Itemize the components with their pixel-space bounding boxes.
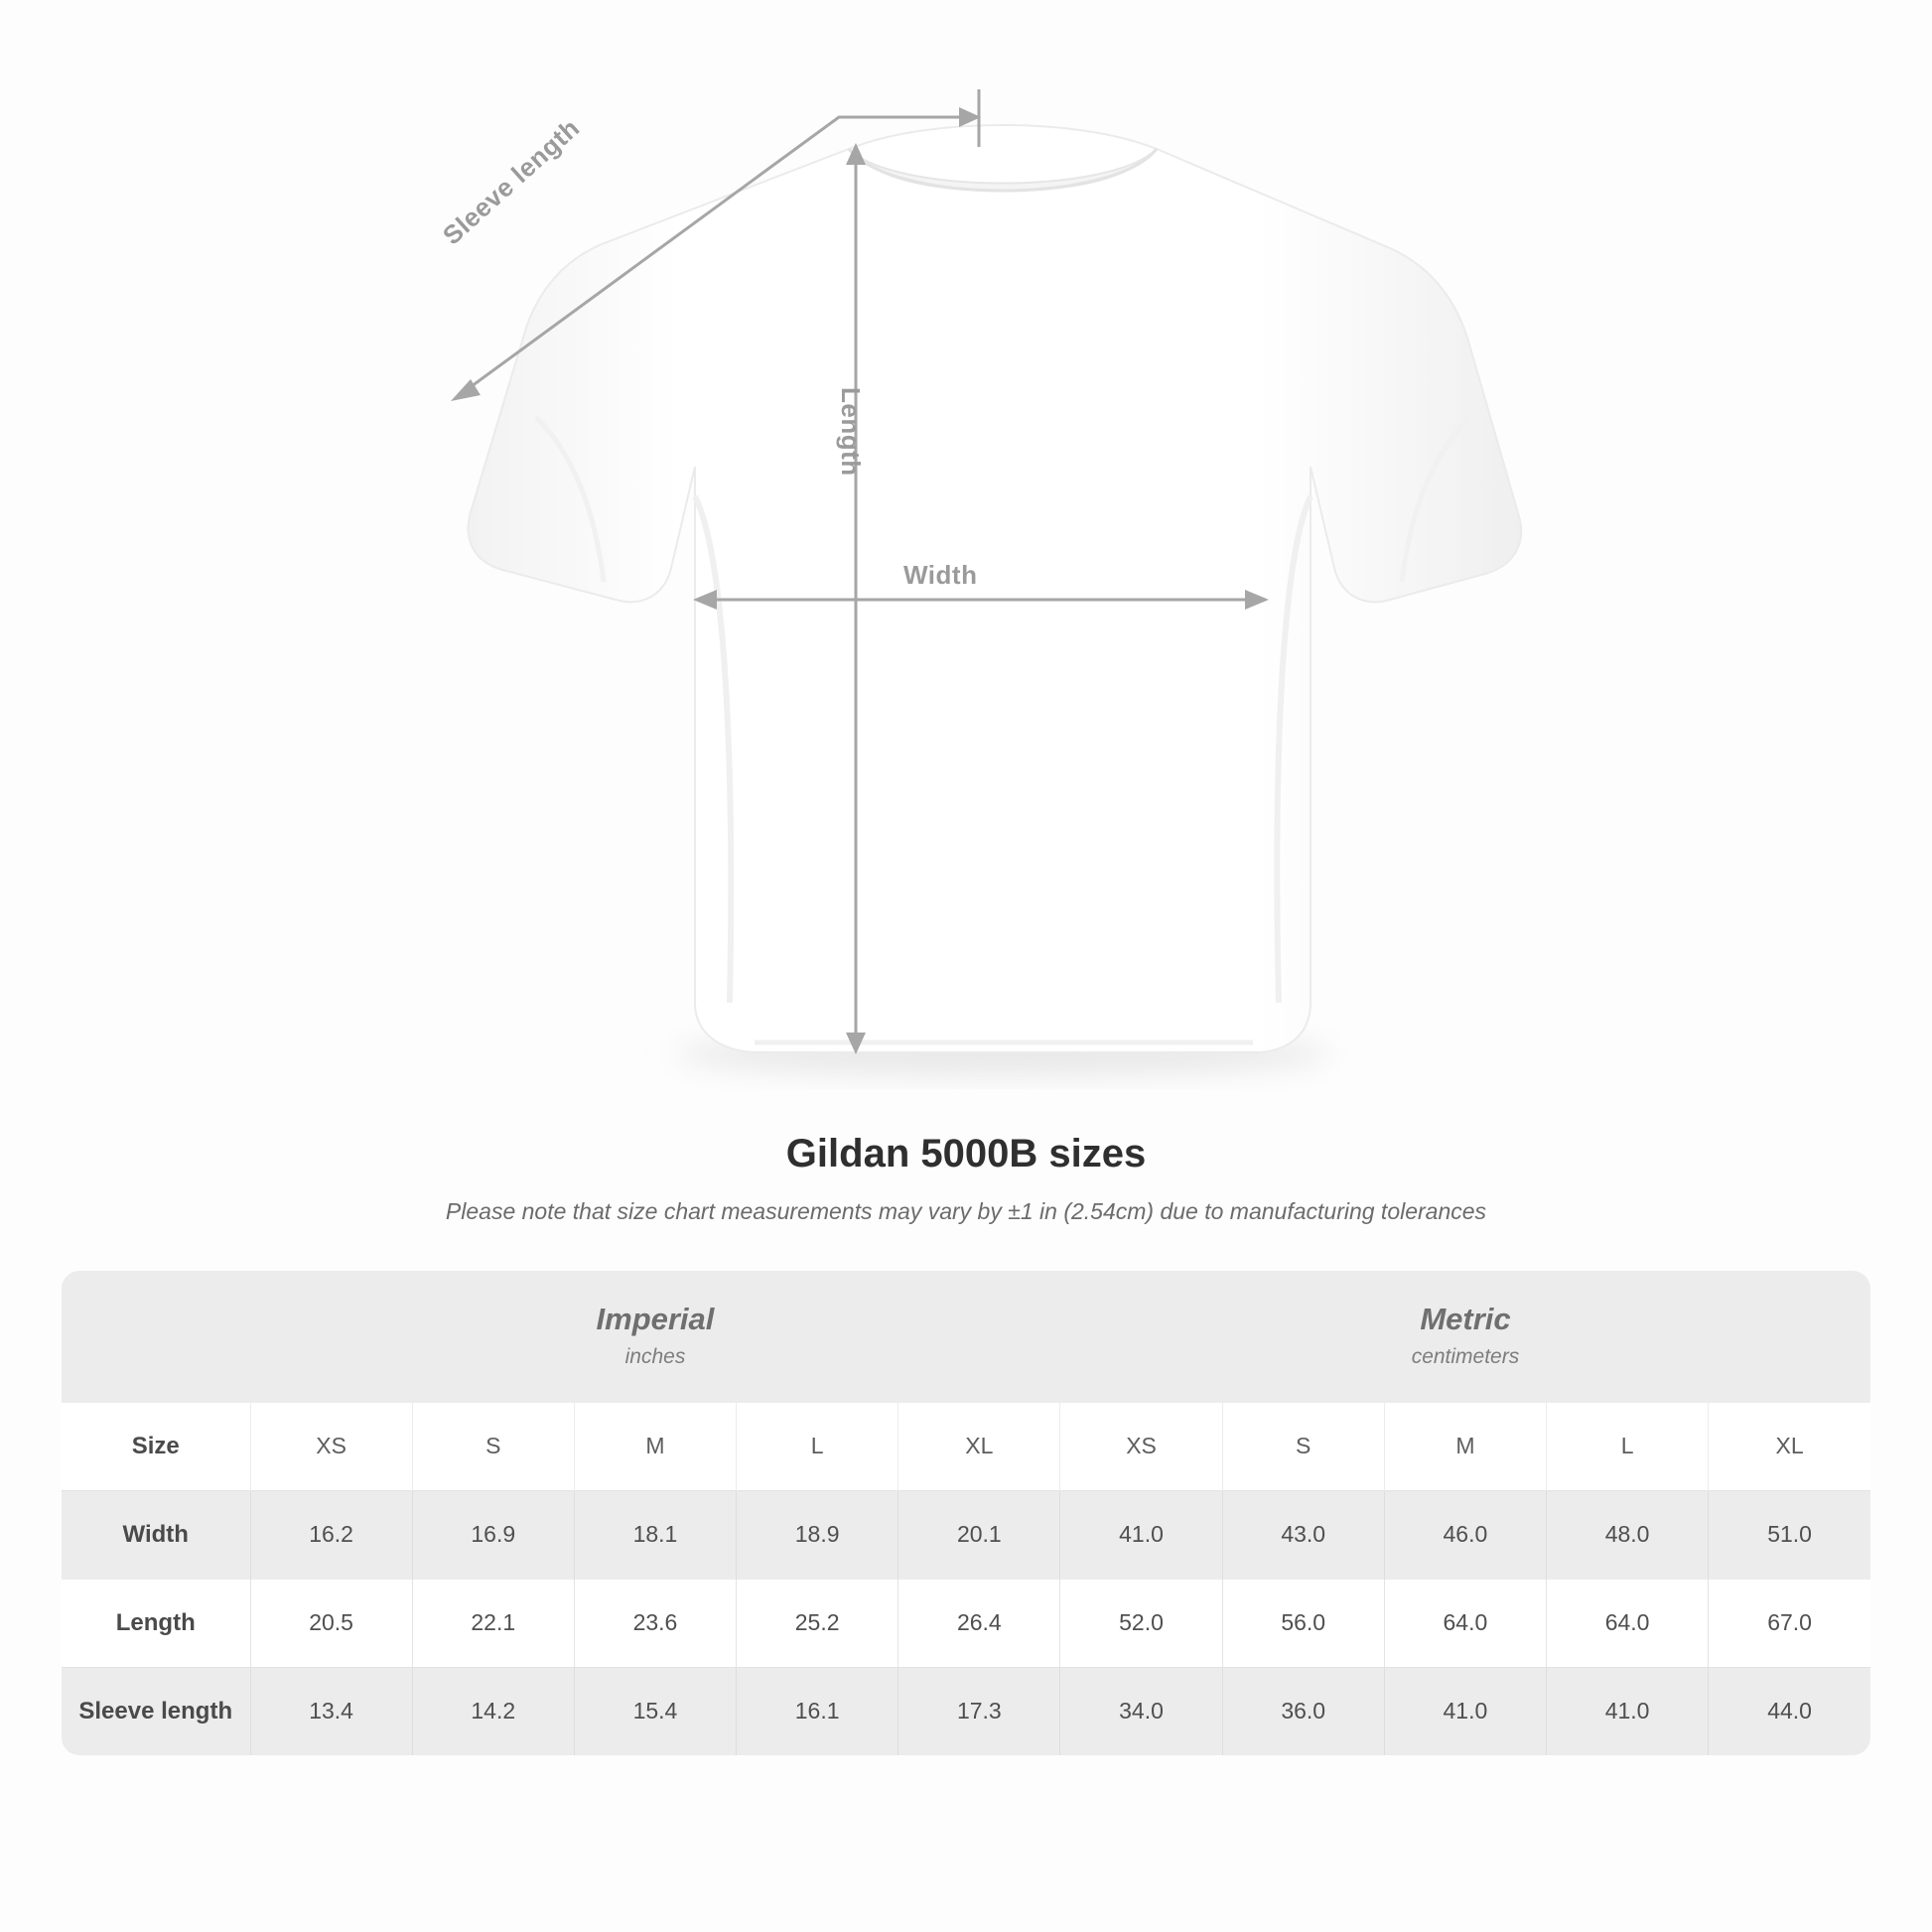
row-label-length: Length — [62, 1579, 250, 1667]
size-header-metric-s: S — [1222, 1403, 1384, 1491]
sleeve-metric-xs: 34.0 — [1060, 1667, 1222, 1755]
title-block — [0, 1132, 1932, 1225]
table-row-sleeve-length — [62, 1667, 1870, 1755]
tolerance-note: Please note that size chart measurements may vary by ±1 in (2.54cm) due to manufacturing tolerances — [445, 1198, 1487, 1224]
sleeve-metric-s: 36.0 — [1222, 1667, 1384, 1755]
sleeve-imperial-s: 14.2 — [412, 1667, 574, 1755]
width-metric-m: 46.0 — [1384, 1490, 1546, 1579]
length-imperial-l: 25.2 — [737, 1579, 898, 1667]
length-imperial-xs: 20.5 — [250, 1579, 412, 1667]
sleeve-imperial-m: 15.4 — [574, 1667, 736, 1755]
width-metric-s: 43.0 — [1222, 1490, 1384, 1579]
table-row-width — [62, 1490, 1870, 1579]
length-metric-xl: 67.0 — [1709, 1579, 1870, 1667]
width-label: Width — [903, 560, 978, 590]
table-row-length — [62, 1579, 1870, 1667]
metric-system-name: Metric — [1420, 1302, 1511, 1336]
width-imperial-l: 18.9 — [737, 1490, 898, 1579]
size-header-metric-m: M — [1384, 1403, 1546, 1491]
tshirt-shape — [469, 125, 1522, 1052]
unit-system-row — [62, 1271, 1870, 1403]
size-header-metric-xs: XS — [1060, 1403, 1222, 1491]
width-imperial-s: 16.9 — [412, 1490, 574, 1579]
width-metric-l: 48.0 — [1547, 1490, 1709, 1579]
size-header-imperial-xs: XS — [250, 1403, 412, 1491]
width-imperial-m: 18.1 — [574, 1490, 736, 1579]
size-header-metric-xl: XL — [1709, 1403, 1870, 1491]
sleeve-metric-l: 41.0 — [1547, 1667, 1709, 1755]
size-header-row — [62, 1403, 1870, 1491]
metric-unit-name: centimeters — [1411, 1344, 1520, 1368]
size-header-imperial-m: M — [574, 1403, 736, 1491]
page-title: Gildan 5000B sizes — [785, 1132, 1147, 1175]
size-table — [62, 1271, 1870, 1755]
length-imperial-xl: 26.4 — [898, 1579, 1060, 1667]
size-header-imperial-s: S — [412, 1403, 574, 1491]
sleeve-imperial-xl: 17.3 — [898, 1667, 1060, 1755]
length-imperial-m: 23.6 — [574, 1579, 736, 1667]
length-imperial-s: 22.1 — [412, 1579, 574, 1667]
length-metric-s: 56.0 — [1222, 1579, 1384, 1667]
length-label: Length — [836, 387, 866, 477]
width-metric-xl: 51.0 — [1709, 1490, 1870, 1579]
length-metric-m: 64.0 — [1384, 1579, 1546, 1667]
metric-header-cell — [1060, 1271, 1870, 1403]
size-header-imperial-xl: XL — [898, 1403, 1060, 1491]
imperial-system-name: Imperial — [596, 1302, 715, 1336]
length-metric-l: 64.0 — [1547, 1579, 1709, 1667]
imperial-unit-name: inches — [624, 1344, 686, 1368]
size-table-wrapper — [62, 1271, 1870, 1755]
width-metric-xs: 41.0 — [1060, 1490, 1222, 1579]
width-imperial-xl: 20.1 — [898, 1490, 1060, 1579]
size-header-imperial-l: L — [737, 1403, 898, 1491]
unit-spacer-cell — [62, 1271, 250, 1403]
size-label-cell: Size — [62, 1403, 250, 1491]
imperial-header-cell — [250, 1271, 1060, 1403]
sleeve-metric-xl: 44.0 — [1709, 1667, 1870, 1755]
width-imperial-xs: 16.2 — [250, 1490, 412, 1579]
row-label-width: Width — [62, 1490, 250, 1579]
sleeve-imperial-xs: 13.4 — [250, 1667, 412, 1755]
row-label-sleeve-length: Sleeve length — [62, 1667, 250, 1755]
sleeve-metric-m: 41.0 — [1384, 1667, 1546, 1755]
length-metric-xs: 52.0 — [1060, 1579, 1222, 1667]
size-header-metric-l: L — [1547, 1403, 1709, 1491]
sleeve-imperial-l: 16.1 — [737, 1667, 898, 1755]
sleeve-length-label: Sleeve length — [437, 112, 586, 251]
